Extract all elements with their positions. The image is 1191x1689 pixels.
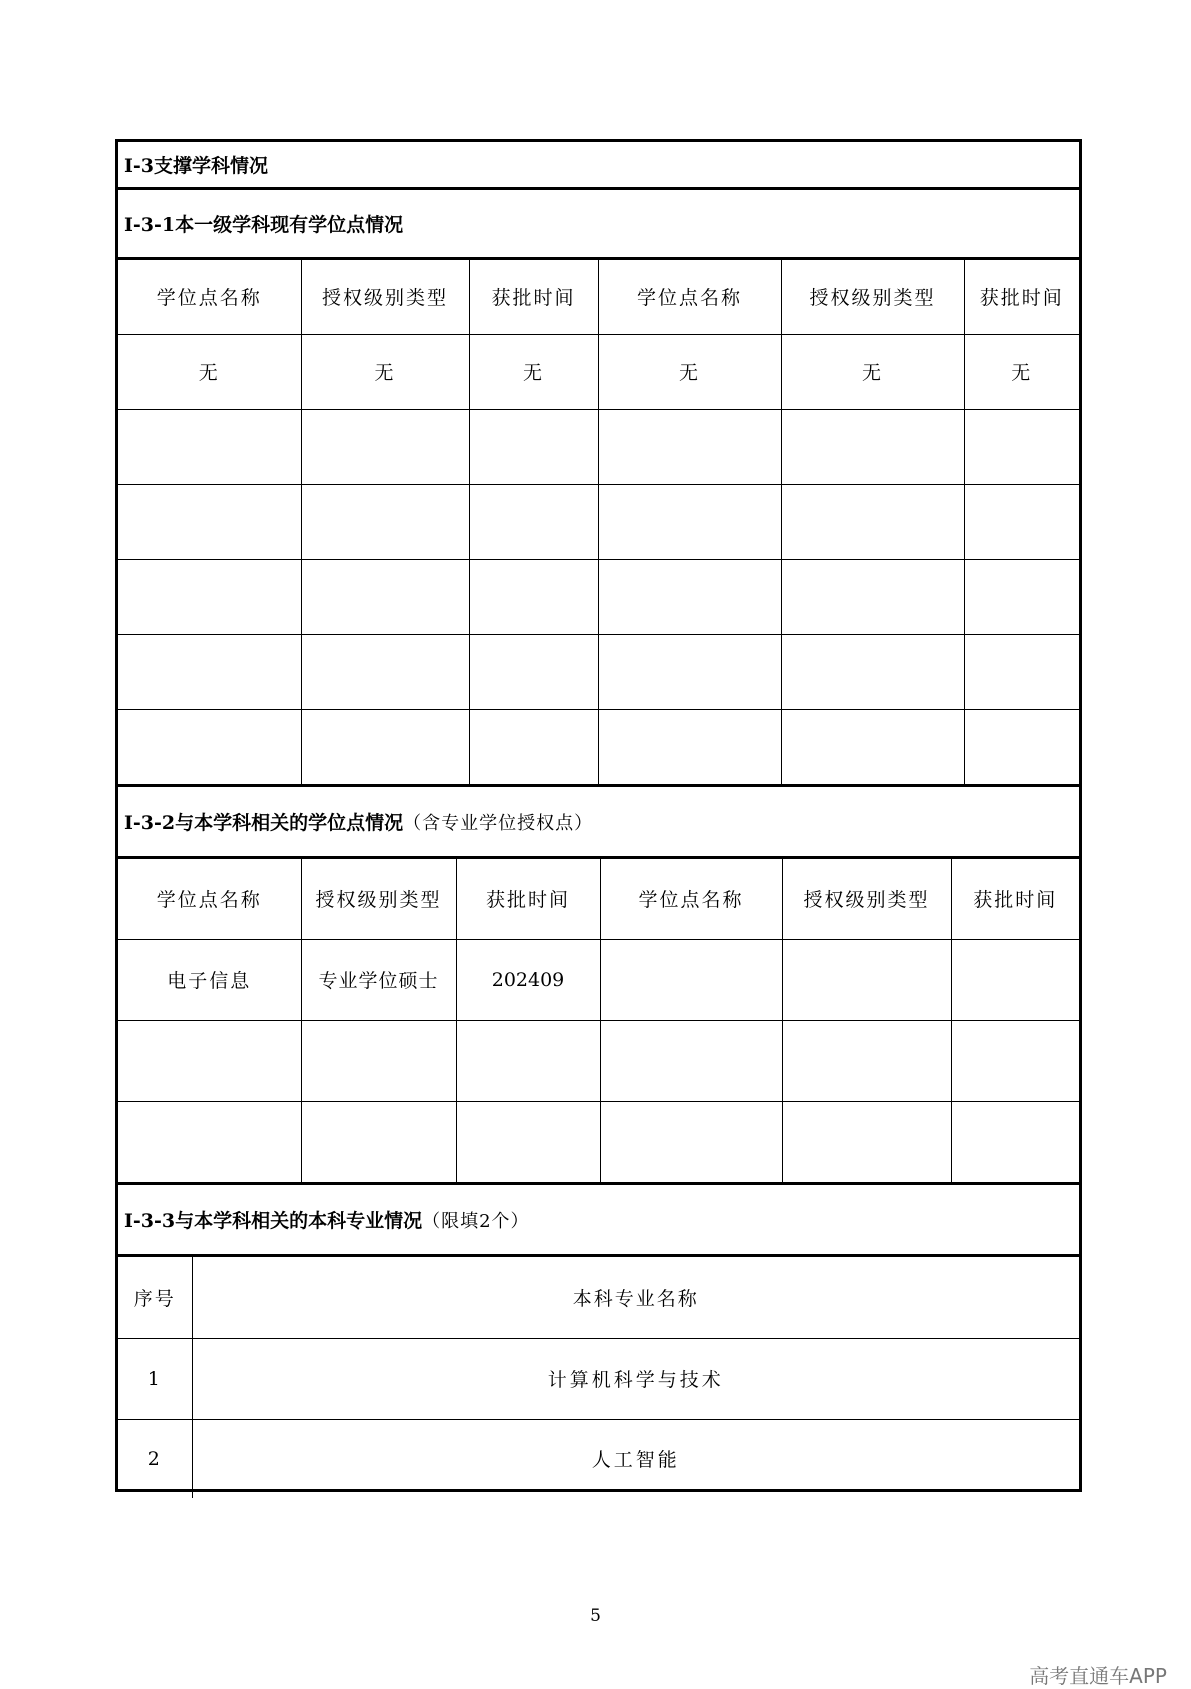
degree-points-table — [118, 260, 1079, 785]
table-row — [118, 334, 1079, 409]
table-cell — [301, 559, 469, 634]
header-cell: 授权级别类型 — [301, 260, 469, 334]
table-cell: 专业学位硕士 — [301, 939, 456, 1020]
table-cell — [951, 1101, 1079, 1182]
table-row — [118, 409, 1079, 484]
table-cell: 202409 — [456, 939, 600, 1020]
table-cell — [781, 409, 964, 484]
table-cell — [951, 1020, 1079, 1101]
table-cell: 无 — [301, 334, 469, 409]
section-2-note: （含专业学位授权点） — [403, 812, 594, 834]
table-cell — [600, 939, 782, 1020]
header-cell: 学位点名称 — [600, 859, 782, 939]
table-cell — [782, 939, 951, 1020]
table-cell — [469, 709, 598, 785]
table-cell — [964, 409, 1079, 484]
header-cell: 获批时间 — [469, 260, 598, 334]
table-cell — [598, 559, 781, 634]
header-cell: 学位点名称 — [598, 260, 781, 334]
table-cell — [598, 709, 781, 785]
table-cell — [782, 1101, 951, 1182]
table-cell — [598, 634, 781, 709]
table-cell: 人工智能 — [192, 1419, 1079, 1498]
header-cell: 授权级别类型 — [782, 859, 951, 939]
table-cell — [964, 484, 1079, 559]
table-cell — [301, 709, 469, 785]
header-cell: 授权级别类型 — [781, 260, 964, 334]
table-cell: 电子信息 — [118, 939, 301, 1020]
table-cell: 无 — [118, 334, 301, 409]
section-3-note: （限填2个） — [422, 1210, 530, 1232]
page-number: 5 — [590, 1606, 601, 1626]
table-cell — [118, 1020, 301, 1101]
table-cell — [301, 484, 469, 559]
table-cell — [469, 634, 598, 709]
header-cell: 获批时间 — [456, 859, 600, 939]
section-title-main — [118, 142, 1079, 190]
table-cell — [781, 709, 964, 785]
table-cell — [301, 634, 469, 709]
table-cell — [781, 559, 964, 634]
header-cell: 授权级别类型 — [301, 859, 456, 939]
table-row — [118, 1338, 1079, 1419]
section-1-title: I-3-1本一级学科现有学位点情况 — [124, 214, 404, 236]
table-cell — [964, 709, 1079, 785]
table-header-row — [118, 260, 1079, 334]
table-row — [118, 1101, 1079, 1182]
table-cell — [301, 1101, 456, 1182]
header-cell: 获批时间 — [964, 260, 1079, 334]
table-cell — [469, 409, 598, 484]
section-title-2 — [118, 784, 1079, 859]
related-degree-points-table — [118, 859, 1079, 1182]
table-row — [118, 1419, 1079, 1498]
table-row — [118, 484, 1079, 559]
table-cell — [469, 559, 598, 634]
table-cell — [456, 1020, 600, 1101]
table-cell — [598, 409, 781, 484]
section-2-title: I-3-2与本学科相关的学位点情况 — [124, 812, 404, 834]
form-frame — [115, 139, 1082, 1492]
section-title-3 — [118, 1182, 1079, 1257]
table-cell — [600, 1101, 782, 1182]
table-cell: 无 — [598, 334, 781, 409]
header-cell: 本科专业名称 — [192, 1257, 1079, 1338]
table-cell — [781, 484, 964, 559]
table-header-row — [118, 859, 1079, 939]
table-cell — [301, 1020, 456, 1101]
table-cell — [118, 559, 301, 634]
table-cell — [456, 1101, 600, 1182]
table-row — [118, 1020, 1079, 1101]
undergraduate-majors-table — [118, 1257, 1079, 1498]
table-row — [118, 939, 1079, 1020]
section-3-title: I-3-3与本学科相关的本科专业情况 — [124, 1210, 423, 1232]
table-cell — [598, 484, 781, 559]
table-cell — [118, 1101, 301, 1182]
table-cell — [118, 484, 301, 559]
table-cell — [118, 709, 301, 785]
section-main-title: I-3支撑学科情况 — [124, 155, 268, 177]
table-cell — [469, 484, 598, 559]
table-cell: 无 — [964, 334, 1079, 409]
table-cell — [118, 409, 301, 484]
watermark: 高考直通车APP — [1029, 1664, 1167, 1688]
header-cell: 序号 — [118, 1257, 192, 1338]
table-cell: 无 — [469, 334, 598, 409]
header-cell: 获批时间 — [951, 859, 1079, 939]
table-cell: 无 — [781, 334, 964, 409]
table-cell: 2 — [118, 1419, 192, 1498]
table-cell — [782, 1020, 951, 1101]
table-row — [118, 634, 1079, 709]
table-cell: 计算机科学与技术 — [192, 1338, 1079, 1419]
header-cell: 学位点名称 — [118, 859, 301, 939]
table-cell — [118, 634, 301, 709]
table-cell — [301, 409, 469, 484]
table-cell — [964, 559, 1079, 634]
table-cell — [964, 634, 1079, 709]
table-cell — [600, 1020, 782, 1101]
section-title-1 — [118, 190, 1079, 260]
header-cell: 学位点名称 — [118, 260, 301, 334]
table-row — [118, 559, 1079, 634]
table-cell — [951, 939, 1079, 1020]
table-header-row — [118, 1257, 1079, 1338]
table-row — [118, 709, 1079, 785]
table-cell: 1 — [118, 1338, 192, 1419]
table-cell — [781, 634, 964, 709]
